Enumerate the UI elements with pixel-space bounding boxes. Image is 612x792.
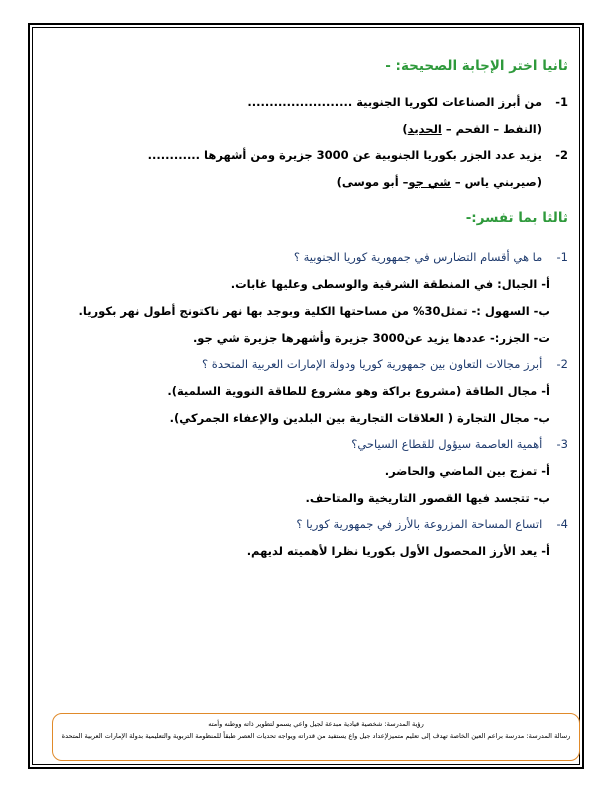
section3-q3	[351, 436, 568, 452]
q-number: 1-	[555, 95, 568, 109]
section3-q1	[294, 249, 568, 265]
section2-q1	[247, 94, 568, 110]
section3-q2	[202, 356, 568, 372]
section3-q4-answer-a: أ- يعد الأرز المحصول الأول بكوريا نظرا لأهميته لديهم.	[246, 544, 550, 558]
section3-q1-answer-c: ت- الجزر:- عددها يزيد عن3000 جزيرة وأشهرها جزيرة شي جو.	[192, 331, 550, 345]
section3-q2-answer-b: ب- مجال التجارة ( العلاقات التجارية بين البلدين والإعفاء الجمركي).	[169, 411, 550, 425]
section3-q2-answer-a: أ- مجال الطاقة (مشروع براكة وهو مشروع للطاقة النووية السلمية).	[167, 384, 550, 398]
q-text: اتساع المساحة المزروعة بالأرز في جمهورية كوريا ؟	[296, 517, 543, 531]
q-number: 4-	[556, 517, 568, 531]
school-footer-box	[52, 713, 580, 761]
section2-q2-options: (صيربني ياس – شي جو– أبو موسى)	[336, 175, 542, 189]
section3-q4	[296, 516, 568, 532]
section3-q3-answer-b: ب- تتجسد فيها القصور التاريخية والمتاحف.	[305, 491, 550, 505]
section3-title: ثالثا بما تفسر:-	[465, 210, 568, 226]
q-number: 1-	[556, 250, 568, 264]
q-number: 2-	[555, 148, 568, 162]
section3-q3-answer-a: أ- تمزج بين الماضي والحاضر.	[384, 464, 550, 478]
q-number: 3-	[556, 437, 568, 451]
section3-q1-answer-a: أ- الجبال: في المنطقة الشرقية والوسطى وعليها غابات.	[230, 277, 550, 291]
q-number: 2-	[556, 357, 568, 371]
q-text: يزيد عدد الجزر بكوريا الجنوبية عن 3000 جزيرة ومن أشهرها ............	[147, 148, 542, 162]
section2-q1-options: (النفط – الفحم – الحديد)	[402, 122, 542, 136]
correct-answer: شي جو	[408, 175, 451, 189]
q-text: أبرز مجالات التعاون بين جمهورية كوريا ودولة الإمارات العربية المتحدة ؟	[202, 357, 543, 371]
q-text: ما هي أقسام التضارس في جمهورية كوريا الجنوبية ؟	[293, 250, 543, 264]
section3-q1-answer-b: ب- السهول :- تمثل30% من مساحتها الكلية وبوجد بها نهر ناكتونج أطول نهر بكوريا.	[78, 304, 550, 318]
section2-q2	[148, 147, 568, 163]
q-text: أهمية العاصمة سيؤول للقطاع السياحي؟	[351, 437, 543, 451]
school-vision: رؤية المدرسة: شخصية قيادية مبدعة لجيل واعي يسمو لتطوير ذاته ووطنه وأمته	[208, 720, 424, 728]
q-text: من أبرز الصناعات لكوريا الجنوبية ........................	[247, 95, 542, 109]
section2-title: ثانيا اختر الإجابة الصحيحة: -	[385, 58, 568, 74]
school-mission: رسالة المدرسة: مدرسة براعم العين الخاصة تهدف إلى تعليم متميزلإعداد جيل واع يستفيد من قدراته ويواجه تحديات العصر طبقاً للمنظومة التربوية والتعليمية بدولة الإمارات العربية المتحدة	[61, 732, 571, 740]
correct-answer: الحديد	[407, 122, 442, 136]
